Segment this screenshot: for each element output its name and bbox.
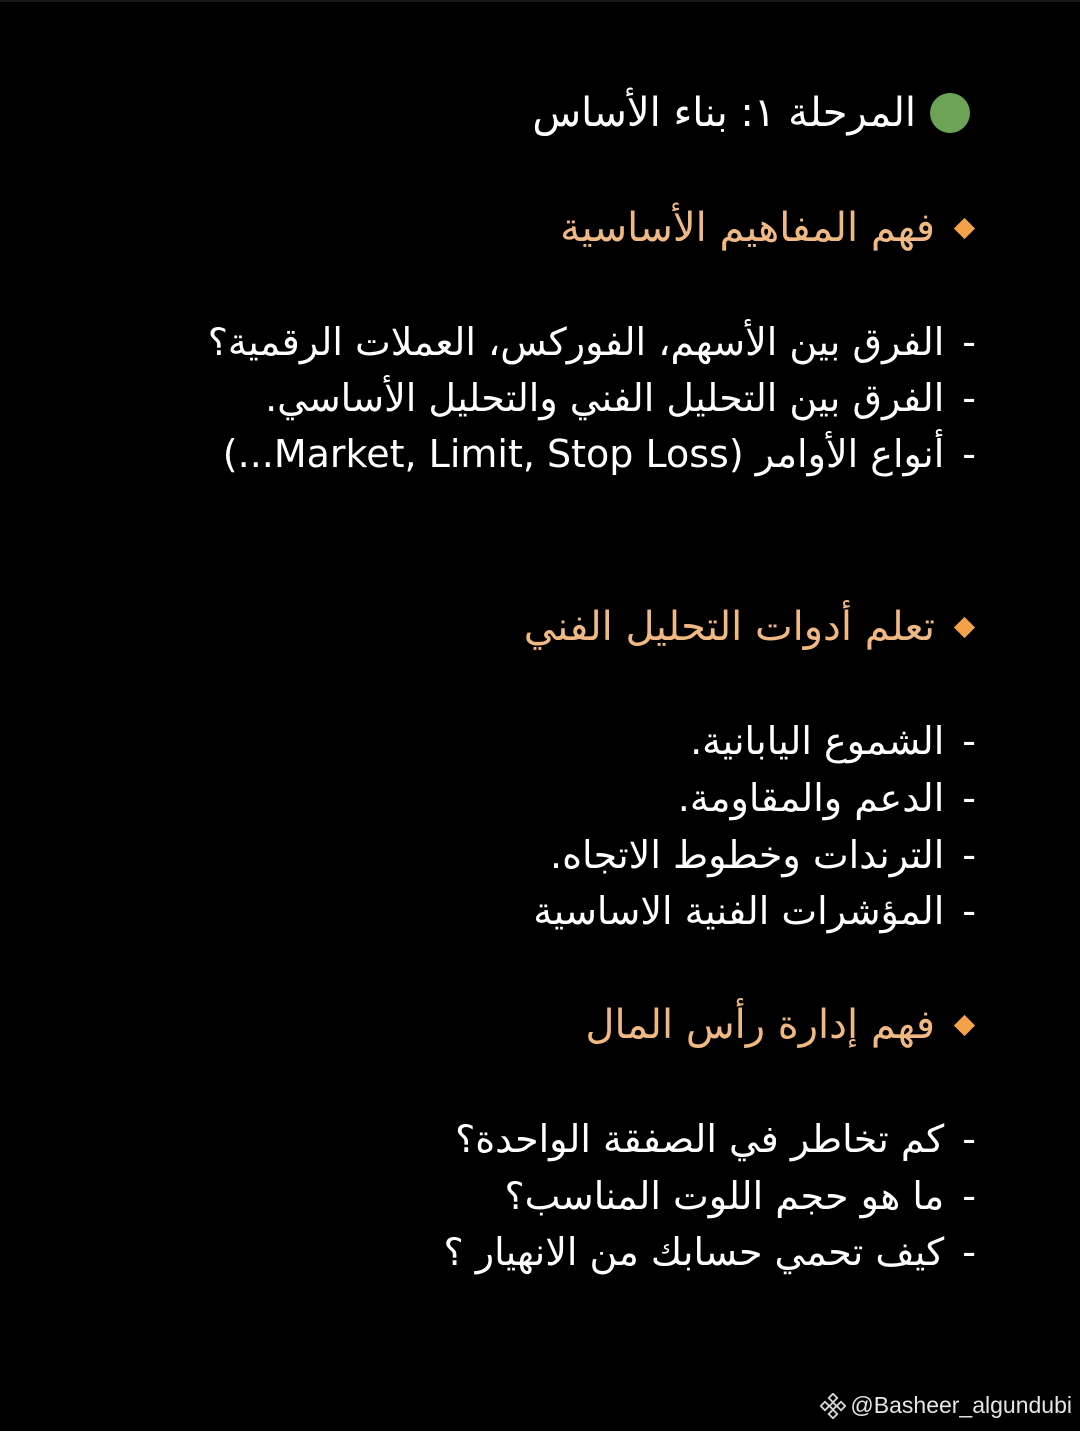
orange-diamond-icon: [954, 217, 975, 238]
top-divider: [0, 0, 1080, 2]
list-item: -الشموع اليابانية.: [690, 719, 976, 763]
section-heading-technical-tools: [524, 600, 972, 654]
section-heading-text: فهم المفاهيم الأساسية: [560, 205, 935, 251]
list-item: -الفرق بين التحليل الفني والتحليل الأساسي.: [265, 376, 976, 420]
list-item: -ما هو حجم اللوت المناسب؟: [504, 1174, 976, 1218]
phase-title-text: المرحلة ١: بناء الأساس: [532, 90, 916, 136]
list-item: -أنواع الأوامر (Market, Limit, Stop Loss...): [222, 432, 976, 476]
orange-diamond-icon: [954, 616, 975, 637]
list-item: -الفرق بين الأسهم، الفوركس، العملات الرقمية؟: [207, 320, 976, 364]
list-item: -الترندات وخطوط الاتجاه.: [550, 833, 976, 877]
list-item: -الدعم والمقاومة.: [677, 776, 976, 820]
section-heading-text: تعلم أدوات التحليل الفني: [523, 604, 935, 650]
section-heading-text: فهم إدارة رأس المال: [585, 1002, 935, 1048]
list-item: -المؤشرات الفنية الاساسية: [533, 889, 976, 933]
phase-title: [532, 86, 970, 140]
list-item: -كيف تحمي حسابك من الانهيار ؟: [443, 1230, 976, 1274]
list-item: -كم تخاطر في الصفقة الواحدة؟: [455, 1117, 976, 1161]
watermark[interactable]: [820, 1392, 1072, 1419]
section-heading-basics: [560, 201, 972, 255]
orange-diamond-icon: [954, 1014, 975, 1035]
green-circle-icon: [930, 93, 970, 133]
section-heading-capital-management: [585, 998, 972, 1052]
binance-logo-icon: [820, 1393, 846, 1419]
watermark-handle: @Basheer_algundubi: [850, 1392, 1072, 1418]
